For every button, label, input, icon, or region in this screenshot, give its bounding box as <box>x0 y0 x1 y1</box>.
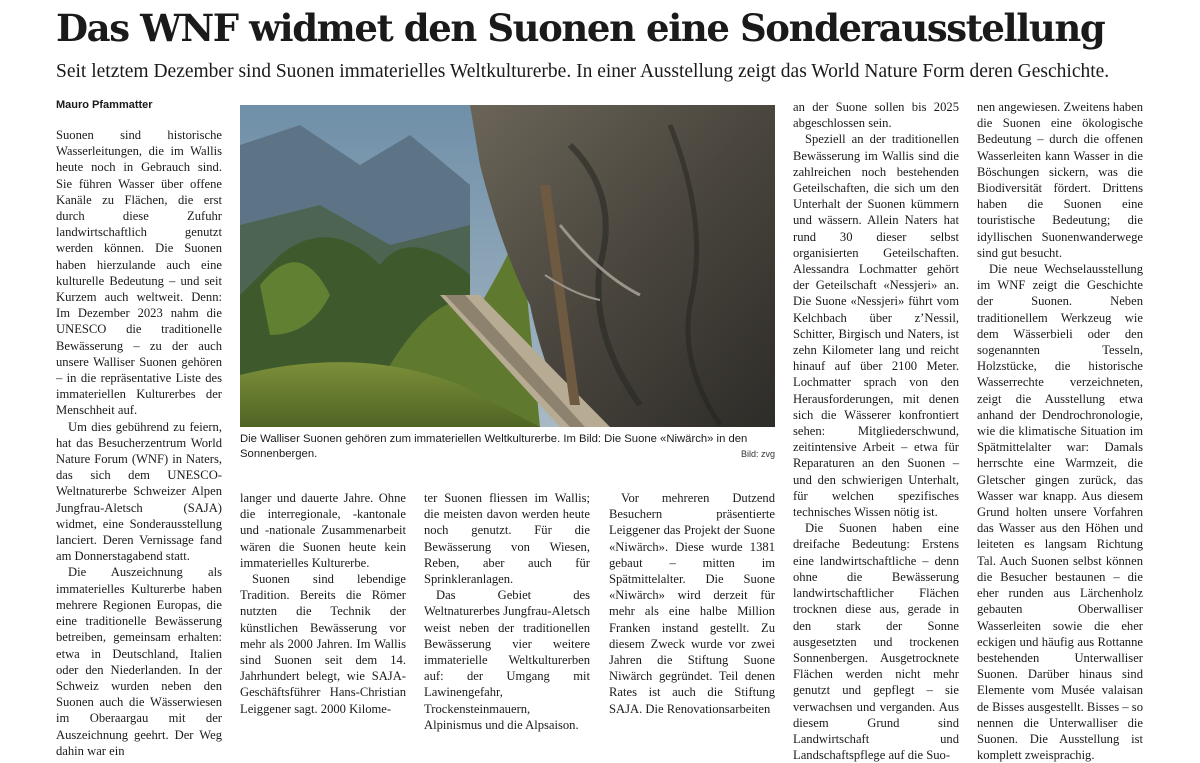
paragraph: nen angewiesen. Zweitens haben die Suonen eine ökologische Bedeutung – durch die offenen Wasserleiten kann Wasser in die Böschungen sickern, was die Biodiversität fördert. Drittens haben die Suonen eine touristische Bedeutung; die idyllischen Suonenwanderwege sind gut besucht. <box>977 100 1143 260</box>
photo-caption: Die Walliser Suonen gehören zum immateriellen Weltkulturerbe. Im Bild: Die Suone «Niwärch» in den Sonnenbergen. <box>240 433 748 460</box>
paragraph: Die Auszeichnung als immaterielles Kulturerbe haben mehrere Regionen Europas, die eine traditionelle Bewässerung betreiben, gemeinsam erhalten: etwa in Deutschland, Italien oder den Niederlanden. In der Schweiz wurden neben den Suonen auch die Wässerwiesen im Oberaargau mit der Auszeichnung geehrt. Der Weg dahin war ein <box>56 565 222 758</box>
article-column-2 <box>240 490 406 716</box>
paragraph: Die Suonen haben eine dreifache Bedeutung: Erstens eine landwirtschaftliche – denn ohne die Bewässerung landwirtschaftlicher Flächen trocknen diese aus, gerade in den stark der Sonne ausgesetzten und trockenen Sonnenbergen. Ausgetrocknete Flächen werden nicht mehr genutzt und gepflegt – sie verwachsen und verganden. Aus diesem Grund sind Landwirtschaft und Landschaftspflege auf die Suo- <box>793 521 959 763</box>
paragraph: Die neue Wechselausstellung im WNF zeigt die Geschichte der Suonen. Neben traditionellem Werkzeug wie dem Wässerbieli oder den sogenannten Tesseln, Holzstücke, die historische Wasserrechte verzeichneten, zeigt die Ausstellung etwa anhand der Dendrochronologie, wie die klimatische Situation im Spätmittelalter war: Damals herrschte eine Warmzeit, die Gletscher gingen zurück, das Wasser war knapp. Aus diesem Grund holten unsere Vorfahren das Wasser aus den Höhen und leiteten es langsam Richtung Tal. Auch Suonen selbst können die Besucher bestaunen – die eher runden aus Lärchenholz gebauten Oberwalliser Wasserleiten sowie die eher eckigen und häufig aus Rottanne bestehenden Unterwalliser Suonen. Darüber hinaus sind Elemente vom Musée valaisan de Bisses ausgestellt. Bisses – so nennen die Unterwalliser die Suonen. Die Ausstellung ist komplett zweisprachig. <box>977 262 1143 763</box>
paragraph: an der Suone sollen bis 2025 abgeschlossen sein. <box>793 100 959 131</box>
paragraph: Speziell an der traditionellen Bewässerung im Wallis sind die zahlreichen noch bestehenden Geteilschaften, die sich um den Unterhalt der Suonen kümmern und wässern. Allein Naters hat rund 30 dieser selbst organisierten Geteilschaften. Alessandra Lochmatter gehört der Geteilschaft «Nessjeri» an. Die Suone «Nessjeri» führt vom Kelchbach über z’Nessil, Schitter, Birgisch und Naters, ist zehn Kilometer lang und reicht hinauf auf über 2100 Meter. Lochmatter sprach von den Herausforderungen, mit denen sich die Wässerer konfrontiert sehen: Mitgliederschwund, zeitintensive Arbeit – etwa für Reparaturen an den Suonen – und den schwierigen Unterhalt, für welchen spezifisches technisches Wissen nötig ist. <box>793 132 959 520</box>
paragraph: Suonen sind historische Wasserleitungen, die im Wallis heute noch in Gebrauch sind. Sie führen Wasser über offene Kanäle zu Flächen, die erst durch diese Zufuhr landwirtschaftlich genutzt werden können. Die Suonen haben hierzulande auch eine kulturelle Bedeutung – und seit Kurzem auch weltweit. Denn: Im Dezember 2023 nahm die UNESCO die traditionelle Bewässerung – zu der auch unsere Walliser Suonen gehören – in die repräsentative Liste des immateriellen Kulturerbes der Menschheit auf. <box>56 128 222 418</box>
headline: Das WNF widmet den Suonen eine Sonderausstellung <box>56 6 1105 50</box>
article-column-3 <box>424 490 590 732</box>
article-column-5 <box>793 99 959 763</box>
paragraph: Vor mehreren Dutzend Besuchern präsentierte Leiggener das Projekt der Suone «Niwärch». Diese wurde 1381 gebaut – mitten im Spätmittelalter. Die Suone «Niwärch» wird derzeit für mehr als eine halbe Million Franken instand gestellt. Zu diesem Zweck wurde vor zwei Jahren die Stiftung Suone Niwärch gegründet. Teil denen Rates ist auch die Stiftung SAJA. Die Renovationsarbeiten <box>609 491 775 716</box>
author-byline: Mauro Pfammatter <box>56 99 153 111</box>
photo-credit: Bild: zvg <box>740 449 775 459</box>
article-column-1 <box>56 127 222 758</box>
paragraph: Um dies gebührend zu feiern, hat das Besucherzentrum World Nature Forum (WNF) in Naters, das sich dem UNESCO-Weltnaturerbe Schweizer Alpen Jungfrau-Aletsch (SAJA) widmet, eine Sonderausstellung lanciert. Deren Vernissage fand am Donnerstagabend statt. <box>56 419 222 564</box>
lead-text: Seit letztem Dezember sind Suonen immaterielles Weltkulturerbe. In einer Ausstellung zeigt das World Nature Form deren Geschichte. <box>56 61 1110 82</box>
article-column-6 <box>977 99 1143 763</box>
paragraph: ter Suonen fliessen im Wallis; die meisten davon werden heute noch genutzt. Für die Bewässerung von Wiesen, Reben, aber auch für Sprinkleranlagen. <box>424 491 590 587</box>
paragraph: Das Gebiet des Weltnaturerbes Jungfrau-Aletsch weist neben der traditionellen Bewässerung vier weitere immaterielle Weltkulturerben auf: der Umgang mit Lawinengefahr, Trockensteinmauern, Alpinismus und die Alpsaison. <box>424 588 590 732</box>
article-column-4 <box>609 490 775 716</box>
paragraph: langer und dauerte Jahre. Ohne die interregionale, -kantonale und -nationale Zusammenarbeit wären die Suonen heute kein immaterielles Kulturerbe. <box>240 491 406 570</box>
suone-photo-illustration <box>240 105 775 427</box>
article-photo <box>240 105 775 427</box>
paragraph: Suonen sind lebendige Tradition. Bereits die Römer nutzten die Technik der künstlichen Bewässerung vor mehr als 2000 Jahren. Im Wallis sind Suonen seit dem 14. Jahrhundert belegt, wie SAJA-Geschäftsführer Hans-Christian Leiggener sagt. 2000 Kilome- <box>240 572 406 716</box>
